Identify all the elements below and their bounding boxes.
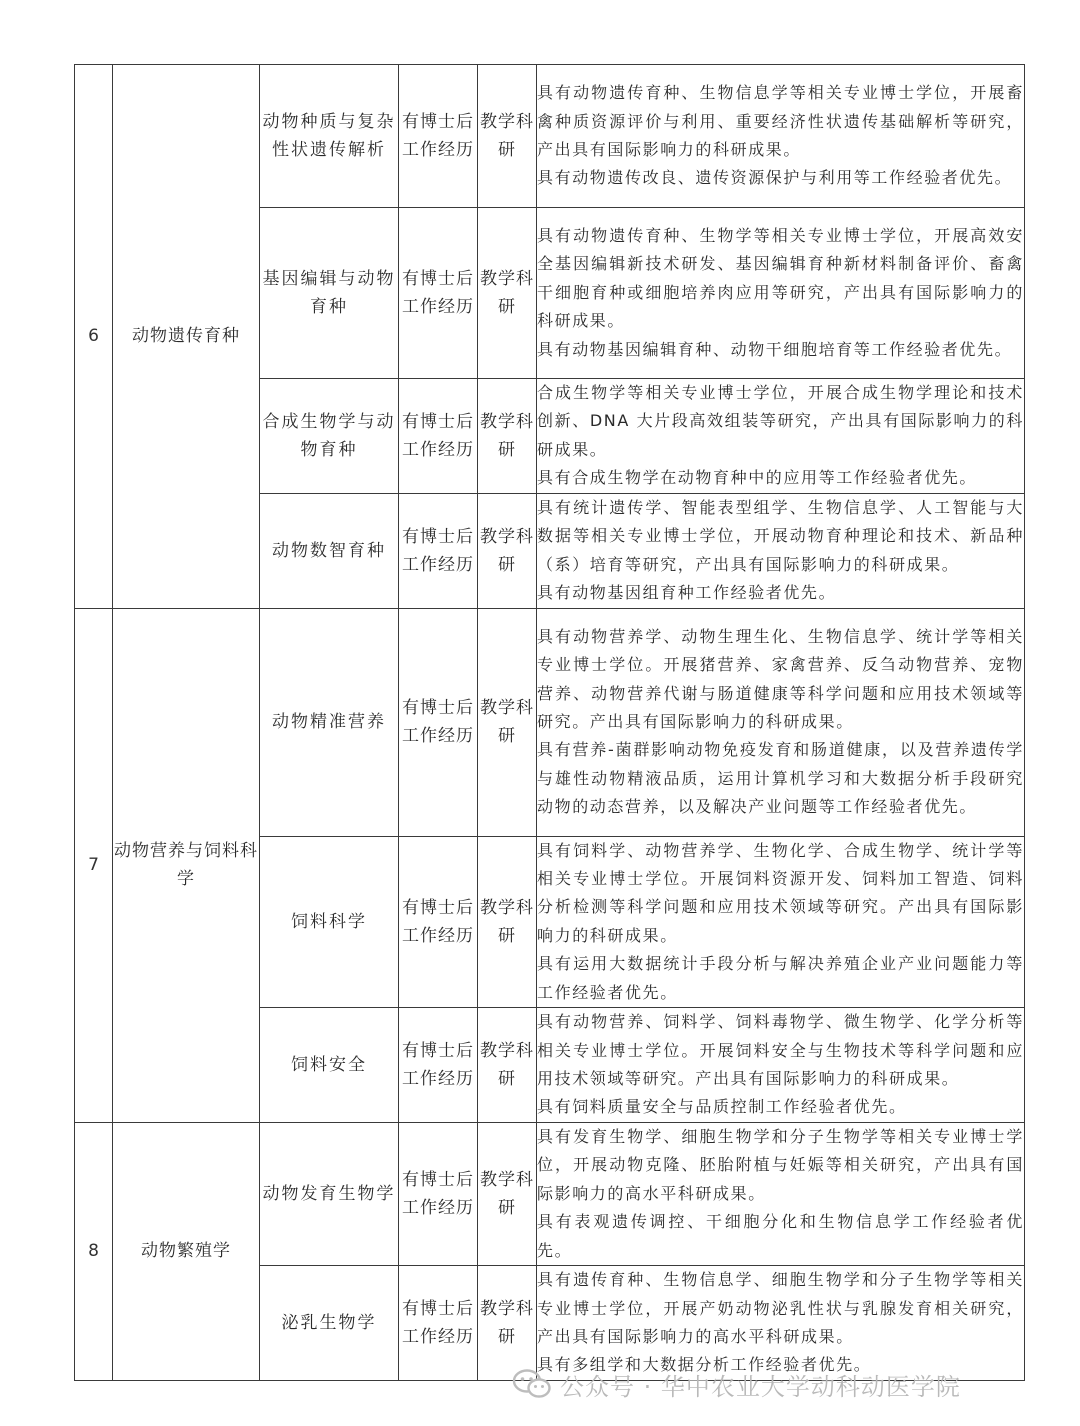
position-type: 教学科研	[478, 608, 537, 836]
sub-direction: 动物种质与复杂性状遗传解析	[260, 65, 399, 208]
requirement: 有博士后工作经历	[399, 1008, 478, 1123]
description-paragraph: 具有动物遗传育种、生物学等相关专业博士学位，开展高效安全基因编辑新技术研发、基因编辑育种新材料制备评价、畜禽干细胞育种或细胞培养肉应用等研究，产出具有国际影响力的科研成果。	[537, 225, 1024, 331]
requirement: 有博士后工作经历	[399, 493, 478, 608]
job-description	[537, 608, 1025, 836]
sub-direction: 泌乳生物学	[260, 1266, 399, 1381]
requirement: 有博士后工作经历	[399, 1266, 478, 1381]
description-paragraph: 具有动物营养、饲料学、饲料毒物学、微生物学、化学分析等相关专业博士学位。开展饲料安全与生物技术等科学问题和应用技术领域等研究。产出具有国际影响力的科研成果。	[537, 1012, 1024, 1089]
requirement: 有博士后工作经历	[399, 1123, 478, 1266]
description-paragraph: 具有遗传育种、生物信息学、细胞生物学和分子生物学等相关专业博士学位，开展产奶动物泌乳性状与乳腺发育相关研究，产出具有国际影响力的高水平科研成果。	[537, 1270, 1024, 1346]
requirement: 有博士后工作经历	[399, 836, 478, 1007]
position-type: 教学科研	[478, 1266, 537, 1381]
research-direction: 动物遗传育种	[113, 65, 260, 609]
research-direction: 动物营养与饲料科学	[113, 608, 260, 1122]
job-description	[537, 493, 1025, 608]
description-paragraph: 具有动物基因编辑育种、动物干细胞培育等工作经验者优先。	[537, 339, 1013, 359]
job-description	[537, 65, 1025, 208]
account-watermark	[512, 1364, 961, 1404]
description-paragraph: 具有饲料学、动物营养学、生物化学、合成生物学、统计学等相关专业博士学位。开展饲料资源开发、饲料加工智造、饲料分析检测等科学问题和应用技术领域等研究。产出具有国际影响力的科研成果。	[537, 840, 1024, 945]
position-type: 教学科研	[478, 493, 537, 608]
description-paragraph: 具有合成生物学在动物育种中的应用等工作经验者优先。	[537, 468, 978, 488]
job-description	[537, 836, 1025, 1007]
table-row	[75, 1123, 1025, 1266]
description-paragraph: 具有营养-菌群影响动物免疫发育和肠道健康，以及营养遗传学与雄性动物精液品质，运用计算机学习和大数据分析手段研究动物的动态营养，以及解决产业问题等工作经验者优先。	[537, 740, 1024, 817]
description-paragraph: 具有动物遗传改良、遗传资源保护与利用等工作经验者优先。	[537, 168, 1013, 188]
position-type: 教学科研	[478, 1008, 537, 1123]
table-row	[75, 608, 1025, 836]
position-type: 教学科研	[478, 65, 537, 208]
sub-direction: 饲料安全	[260, 1008, 399, 1123]
job-description	[537, 379, 1025, 494]
description-paragraph: 具有统计遗传学、智能表型组学、生物信息学、人工智能与大数据等相关专业博士学位，开展动物育种理论和技术、新品种（系）培育等研究，产出具有国际影响力的科研成果。	[537, 497, 1024, 574]
research-direction: 动物繁殖学	[113, 1123, 260, 1381]
position-type: 教学科研	[478, 836, 537, 1007]
position-type: 教学科研	[478, 379, 537, 494]
description-paragraph: 具有饲料质量安全与品质控制工作经验者优先。	[537, 1097, 907, 1117]
job-description	[537, 1008, 1025, 1123]
description-paragraph: 具有动物基因组育种工作经验者优先。	[537, 583, 837, 603]
job-description	[537, 1123, 1025, 1266]
description-paragraph: 具有动物遗传育种、生物信息学等相关专业博士学位，开展畜禽种质资源评价与利用、重要经济性状遗传基础解析等研究，产出具有国际影响力的科研成果。	[537, 83, 1024, 159]
row-number: 7	[75, 608, 113, 1122]
sub-direction: 动物精准营养	[260, 608, 399, 836]
requirement: 有博士后工作经历	[399, 208, 478, 379]
requirement: 有博士后工作经历	[399, 65, 478, 208]
description-paragraph: 具有动物营养学、动物生理生化、生物信息学、统计学等相关专业博士学位。开展猪营养、家禽营养、反刍动物营养、宠物营养、动物营养代谢与肠道健康等科学问题和应用技术领域等研究。产出具有国际影响力的科研成果。	[537, 626, 1024, 731]
sub-direction: 饲料科学	[260, 836, 399, 1007]
requirement: 有博士后工作经历	[399, 379, 478, 494]
description-paragraph: 具有运用大数据统计手段分析与解决养殖企业产业问题能力等工作经验者优先。	[537, 954, 1024, 1002]
sub-direction: 动物发育生物学	[260, 1123, 399, 1266]
sub-direction: 合成生物学与动物育种	[260, 379, 399, 494]
table-row	[75, 65, 1025, 208]
watermark-text: 公众号 · 华中农业大学动科动医学院	[560, 1372, 961, 1401]
row-number: 8	[75, 1123, 113, 1381]
position-type: 教学科研	[478, 1123, 537, 1266]
requirement: 有博士后工作经历	[399, 608, 478, 836]
job-description	[537, 208, 1025, 379]
row-number: 6	[75, 65, 113, 609]
recruitment-table	[74, 64, 1025, 1381]
sub-direction: 动物数智育种	[260, 493, 399, 608]
position-type: 教学科研	[478, 208, 537, 379]
wechat-icon	[512, 1368, 552, 1400]
description-paragraph: 具有发育生物学、细胞生物学和分子生物学等相关专业博士学位，开展动物克隆、胚胎附植与妊娠等相关研究，产出具有国际影响力的高水平科研成果。	[537, 1127, 1024, 1203]
sub-direction: 基因编辑与动物育种	[260, 208, 399, 379]
description-paragraph: 合成生物学等相关专业博士学位，开展合成生物学理论和技术创新、DNA 大片段高效组装等研究，产出具有国际影响力的科研成果。	[537, 383, 1024, 459]
description-paragraph: 具有多组学和大数据分析工作经验者优先。	[537, 1355, 872, 1375]
description-paragraph: 具有表观遗传调控、干细胞分化和生物信息学工作经验者优先。	[537, 1212, 1024, 1260]
